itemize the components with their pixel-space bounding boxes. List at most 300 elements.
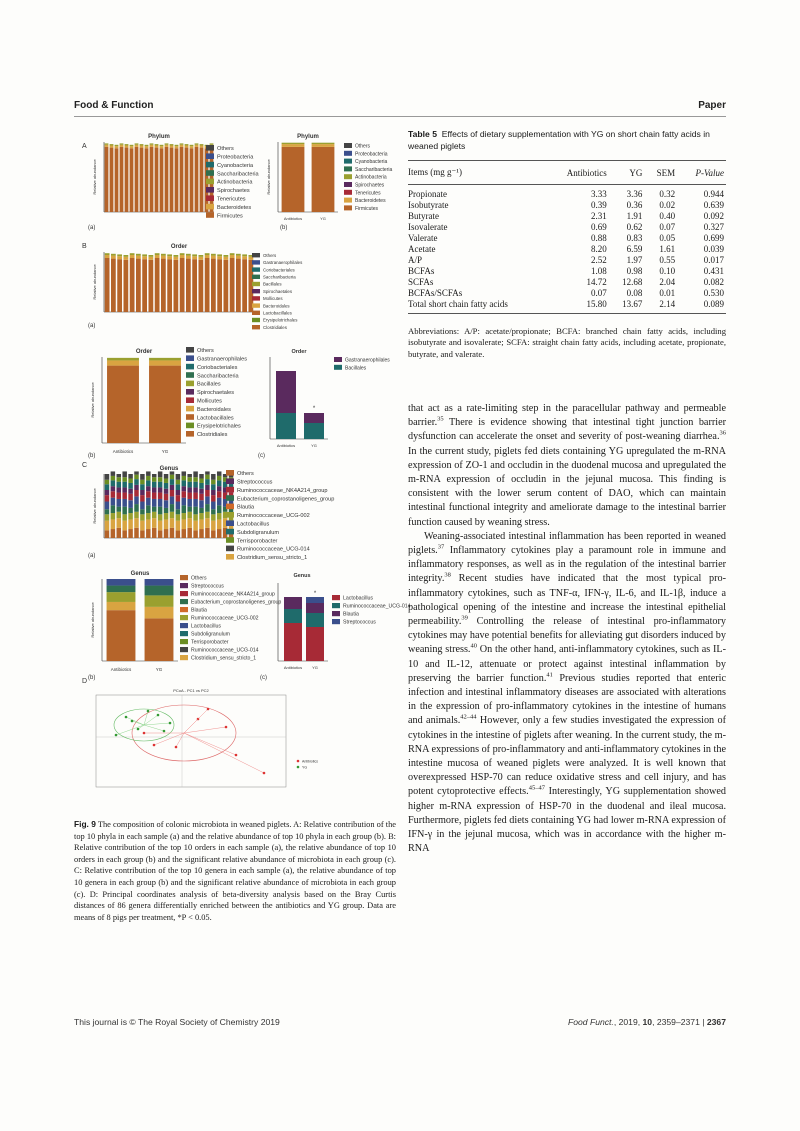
bar-segment: [130, 145, 134, 146]
legend-swatch: [332, 595, 340, 600]
bar-segment: [149, 260, 154, 312]
cell-value: 3.33: [591, 189, 607, 199]
bar-segment: [160, 146, 164, 148]
bar-segment: [164, 529, 168, 538]
legend-label: Ruminococcaceae_UCG-002: [237, 513, 310, 520]
bar-segment: [140, 490, 144, 495]
cell-value: 0.08: [626, 288, 643, 298]
bar-segment: [312, 143, 335, 144]
centroid-link: [116, 725, 144, 735]
cell-value: 0.07: [659, 222, 676, 232]
bar-segment: [199, 513, 203, 519]
bar-segment: [107, 602, 136, 610]
bar-segment: [211, 495, 215, 501]
bar-segment: [282, 143, 305, 144]
bar-segment: [124, 257, 129, 260]
cell-value: 1.61: [659, 244, 676, 254]
bar-segment: [117, 474, 121, 477]
bar-segment: [193, 471, 197, 477]
bar-segment: [182, 491, 186, 497]
bar-segment: [158, 499, 162, 507]
bar-segment: [199, 508, 203, 513]
legend-swatch: [206, 195, 214, 201]
bar-segment: [187, 518, 191, 528]
bar-segment: [284, 609, 302, 623]
bar-segment: [170, 479, 174, 485]
bar-segment: [199, 519, 203, 529]
cell-value: 1.91: [626, 211, 643, 221]
bar-segment: [117, 259, 122, 312]
bar-segment: [211, 480, 215, 484]
bar-segment: [145, 145, 149, 146]
bar-segment: [170, 490, 174, 496]
bar-segment: [205, 475, 209, 479]
genus-group-chart: [88, 565, 188, 677]
table-row: [408, 255, 726, 266]
bar-segment: [165, 147, 169, 212]
bar-segment: [186, 256, 191, 259]
bar-segment: [161, 259, 166, 312]
row-label: BCFAs/SCFAs: [408, 288, 463, 298]
chart-title: Phylum: [148, 134, 170, 140]
bar-segment: [217, 471, 221, 475]
cell-value: 0.55: [659, 255, 676, 265]
legend-label: Cyanobacteria: [355, 159, 388, 166]
bar-segment: [164, 489, 168, 494]
bar-segment: [199, 483, 203, 489]
figure-9: [74, 125, 411, 815]
bar-segment: [117, 512, 121, 518]
bar-segment: [276, 413, 296, 439]
bar-segment: [145, 148, 149, 212]
table-row: [408, 288, 726, 299]
bar-segment: [217, 529, 221, 538]
bar-segment: [217, 498, 221, 506]
centroid-link: [184, 733, 264, 773]
bar-segment: [182, 505, 186, 513]
journal-header: Food & Function: [74, 100, 154, 111]
bar-segment: [120, 143, 124, 144]
bar-segment: [158, 521, 162, 531]
bar-segment: [134, 518, 138, 528]
cell-value: 0.36: [626, 200, 643, 210]
cell-value: 0.431: [703, 266, 724, 276]
row-label: SCFAs: [408, 277, 434, 287]
bar-segment: [211, 521, 215, 531]
bar-segment: [122, 521, 126, 531]
y-axis-label: Relative abundance: [90, 602, 95, 638]
bar-segment: [134, 512, 138, 518]
bar-segment: [128, 494, 132, 500]
bar-segment: [107, 579, 136, 586]
legend-label: Saccharibacteria: [263, 274, 296, 280]
cell-value: 12.68: [622, 277, 643, 287]
centroid-link: [132, 721, 144, 725]
x-tick-label: Antibiotics: [110, 667, 132, 672]
bar-segment: [165, 143, 169, 144]
bar-segment: [170, 144, 174, 145]
sub-label-c-b: (c): [258, 453, 265, 459]
bar-segment: [117, 493, 121, 499]
legend-swatch: [297, 766, 300, 769]
centroid-link: [184, 733, 236, 755]
bar-segment: [193, 487, 197, 492]
legend-label: Firmicutes: [217, 213, 243, 220]
bar-segment: [152, 474, 156, 477]
bar-segment: [115, 148, 119, 212]
bar-segment: [158, 507, 162, 515]
table-row: [408, 222, 726, 233]
bar-segment: [111, 529, 115, 538]
bar-segment: [193, 507, 197, 515]
bar-segment: [200, 144, 204, 145]
legend-swatch: [334, 365, 342, 370]
bar-segment: [128, 474, 132, 478]
x-tick-label: Antibiotics: [283, 665, 303, 670]
bar-segment: [128, 483, 132, 489]
legend-label: Saccharibacteria: [217, 171, 259, 178]
legend-label: Gastranaerophilales: [263, 260, 303, 266]
bar-segment: [155, 144, 159, 145]
bar-segment: [128, 500, 132, 508]
bar-segment: [140, 502, 144, 510]
bar-segment: [107, 358, 139, 361]
bar-segment: [200, 148, 204, 212]
bar-segment: [176, 495, 180, 501]
centroid-link: [144, 711, 148, 725]
bar-segment: [130, 255, 135, 258]
panel-letter-a: A: [82, 143, 87, 150]
bar-segment: [142, 259, 147, 312]
cell-value: 0.88: [591, 233, 607, 243]
cell-value: 0.530: [703, 288, 724, 298]
legend-label: Others: [191, 575, 207, 582]
bar-segment: [146, 486, 150, 491]
bar-segment: [205, 253, 210, 255]
bar-segment: [122, 477, 126, 481]
legend-swatch: [206, 187, 214, 193]
bar-segment: [176, 480, 180, 484]
legend-swatch: [344, 151, 352, 156]
legend-swatch: [180, 583, 188, 588]
legend-swatch: [186, 347, 194, 353]
bar-segment: [187, 512, 191, 518]
legend-swatch: [186, 355, 194, 361]
legend-swatch: [226, 537, 234, 543]
bar-segment: [146, 471, 150, 475]
legend-label: Lactobacillus: [343, 595, 373, 602]
bar-segment: [145, 607, 174, 618]
bar-segment: [199, 255, 204, 257]
bar-segment: [182, 513, 186, 519]
bar-segment: [105, 495, 109, 501]
legend-label: Clostridiales: [197, 432, 228, 439]
bar-segment: [200, 146, 204, 148]
bar-segment: [140, 146, 144, 148]
cell-value: 2.52: [591, 255, 607, 265]
bar-segment: [145, 595, 174, 606]
legend-label: Actinobacteria: [217, 179, 253, 186]
bar-segment: [117, 254, 122, 256]
table-abbreviations: Abbreviations: A/P: acetate/propionate; BCFA: branched chain fatty acids, including isobutyrate and isovalerate; SCFA: straight chain fatty acids, including acetate, propionate, butyrate, and valerate.: [408, 326, 726, 359]
bar-segment: [128, 508, 132, 513]
row-label: A/P: [408, 255, 423, 265]
bar-segment: [122, 482, 126, 488]
cell-value: 0.10: [659, 266, 676, 276]
bar-segment: [117, 482, 121, 488]
legend-swatch: [344, 166, 352, 171]
bar-segment: [158, 530, 162, 538]
bar-segment: [134, 496, 138, 504]
cell-value: 0.092: [703, 211, 724, 221]
paragraph-2: Weaning-associated intestinal inflammation has been reported in weaned piglets.$^{37}$ Inflammatory cytokines play a paramount role in immune and inflammatory responses, as well as in the regulation of the intestinal barrier integrity.$^{38}$ Recent studies have indicated that the most typical pro-inflammatory cytokines, such as TNF-α, IFN-γ, IL-6, and IL-1β, induce a pathological opening of the intestine and increase the intestinal epithelial permeability.$^{39}$ Controlling the release of intestinal pro-inflammatory cytokines may have potential benefits for alleviating gut disorders induced by weaning stress.$^{40}$ On the other hand, anti-inflammatory cytokines, such as IL-10 and IL-12, attenuate or protect against intestinal inflammation by preserving the barrier function.$^{41}$ Previous studies reported that enteric infection and intestinal inflammatory diseases are associated with alterations in the expression of pro-inflammatory cytokines in the intestine of humans and animals.$^{42-44}$ However, only a few studies investigated the expression of cytokines in the intestine of piglets after weaning. In the current study, the m-RNA expressions of pro-inflammatory and anti-inflammatory cytokines in the intestine mucosa of weaned piglets were analyzed. It is well known that overexpressed HSP-70 can reduce oxidative stress and cell injury, and has potent cytoprotective effects.$^{45-47}$ Interestingly, YG supplementation showed higher m-RNA expression of HSP-70 in the duodenal and ileal mucosa. Furthermore, piglets fed diets containing YG had lower m-RNA expression of IFN-γ in the jejunal mucosa, which was in accordance with the higher m-RNA: [408, 530, 727, 855]
legend-swatch: [180, 575, 188, 580]
sample-point: [175, 746, 178, 749]
legend-label: Cyanobacteria: [217, 162, 254, 169]
table-row: [408, 277, 726, 288]
legend-swatch: [180, 599, 188, 604]
bar-segment: [199, 260, 204, 312]
bar-segment: [117, 507, 121, 512]
legend-swatch: [226, 504, 234, 510]
legend-swatch: [252, 253, 260, 257]
bar-segment: [187, 493, 191, 499]
bar-segment: [180, 147, 184, 212]
bar-segment: [117, 518, 121, 528]
bar-segment: [276, 371, 296, 413]
legend-swatch: [206, 179, 214, 185]
legend-swatch: [334, 357, 342, 362]
order-sample-chart: [90, 240, 265, 328]
paragraph-1: that act as a rate-limiting step in the paracellular pathway and permeable barrier.$^{35}$ There is evidence showing that intestinal tight junction barrier dysfunction can accelerate the onset and severity of post-weaning diarrhea.$^{36}$ In the current study, piglets fed diets containing YG upregulated the m-RNA expression of ZO-1 and occludin in the duodenal mucosa and upregulated the m-RNA expression of occludin in the jejunal mucosa. This finding is consistent with the lower serum content of DAO, which can maintain intestinal functional integrity and ameliorate damage to the intestinal barrier function caused by weaning stress.: [408, 403, 726, 528]
bar-segment: [105, 147, 109, 212]
cell-value: 1.97: [626, 255, 643, 265]
bar-segment: [211, 502, 215, 510]
bar-segment: [182, 498, 186, 506]
legend-label: Tenericutes: [217, 196, 246, 203]
bar-segment: [190, 146, 194, 148]
bar-segment: [140, 521, 144, 531]
bar-segment: [128, 519, 132, 529]
legend-swatch: [180, 647, 188, 652]
legend-label: Others: [237, 471, 254, 478]
legend-swatch: [344, 198, 352, 203]
bar-segment: [155, 146, 159, 148]
legend-label: Saccharibacteria: [355, 166, 393, 173]
legend-label: Spirochaetes: [355, 182, 385, 189]
bar-segment: [146, 491, 150, 497]
bar-segment: [199, 529, 203, 538]
legend-label: Actinobacteria: [355, 174, 387, 181]
order-group-chart: [88, 343, 198, 458]
bar-segment: [304, 413, 324, 423]
figure-caption-label: Fig. 9: [74, 819, 96, 829]
sample-point: [125, 716, 128, 719]
bar-segment: [107, 366, 139, 443]
order-legend-a: [252, 252, 352, 330]
cell-value: 6.59: [626, 244, 643, 254]
col-header-yg: YG: [609, 161, 645, 185]
bar-segment: [217, 259, 222, 312]
legend-swatch: [332, 611, 340, 616]
legend-label: Bacillales: [263, 281, 282, 287]
bar-segment: [146, 513, 150, 519]
significance-mark: *: [312, 406, 316, 412]
legend-swatch: [206, 153, 214, 159]
legend-label: Ruminococcaceae_NK4A214_group: [191, 591, 275, 598]
chart-title: Genus: [159, 466, 179, 472]
bar-segment: [217, 505, 221, 513]
bar-segment: [158, 482, 162, 488]
chart-title: Order: [170, 244, 188, 250]
bar-segment: [176, 514, 180, 520]
legend-swatch: [344, 205, 352, 210]
sample-point: [163, 730, 166, 733]
cell-value: 0.089: [677, 299, 726, 314]
bar-segment: [135, 143, 139, 144]
bar-segment: [187, 487, 191, 492]
sample-point: [235, 754, 238, 757]
bar-segment: [135, 147, 139, 212]
bar-segment: [142, 254, 147, 256]
chart-title: Genus: [293, 573, 311, 579]
sub-label-b: (b): [280, 225, 288, 231]
chart-title: Phylum: [297, 134, 319, 140]
bar-segment: [135, 145, 139, 147]
row-label: Total short chain fatty acids: [408, 299, 542, 314]
bar-segment: [158, 471, 162, 477]
bar-segment: [217, 486, 221, 491]
bar-segment: [111, 498, 115, 506]
bar-segment: [312, 147, 335, 212]
legend-swatch: [252, 303, 260, 307]
legend-label: Bacteroidales: [263, 303, 290, 309]
bar-segment: [105, 490, 109, 495]
order-legend-b: [186, 347, 256, 437]
bar-segment: [217, 256, 222, 259]
bar-segment: [125, 146, 129, 148]
cell-value: 15.80: [542, 299, 609, 314]
bar-segment: [176, 521, 180, 531]
bar-segment: [217, 254, 222, 256]
y-axis-label: Relative abundance: [90, 382, 95, 418]
bar-segment: [124, 260, 129, 312]
cell-value: 1.08: [591, 266, 607, 276]
col-header-antibiotics: Antibiotics: [542, 161, 609, 185]
bar-segment: [205, 496, 209, 504]
bar-segment: [152, 528, 156, 538]
legend-swatch: [226, 512, 234, 518]
genus-sample-chart: [90, 460, 245, 560]
bar-segment: [111, 505, 115, 513]
legend-swatch: [252, 296, 260, 300]
legend-label: Eubacterium_coprostanoligenes_group: [237, 496, 335, 503]
sample-point: [143, 732, 146, 735]
bar-segment: [152, 477, 156, 481]
table-row: [408, 211, 726, 222]
x-tick-label: Antibiotics: [276, 443, 296, 448]
chart-title: Order: [291, 349, 307, 355]
bar-segment: [176, 490, 180, 495]
bar-segment: [155, 148, 159, 212]
bar-segment: [122, 530, 126, 538]
bar-segment: [175, 145, 179, 146]
legend-label: Firmicutes: [355, 205, 379, 212]
bar-segment: [158, 487, 162, 492]
bar-segment: [130, 148, 134, 212]
cell-value: 2.04: [659, 277, 676, 287]
bar-segment: [146, 476, 150, 480]
bar-segment: [306, 613, 324, 627]
bar-segment: [134, 485, 138, 490]
bar-segment: [115, 145, 119, 146]
legend-label: Lactobacillus: [237, 521, 270, 528]
bar-segment: [142, 256, 147, 259]
legend-label: Coriobacteriales: [263, 267, 295, 273]
cell-value: 14.72: [586, 277, 607, 287]
legend-label: Subdoligranulum: [237, 529, 279, 536]
legend-label: Gastranaerophilales: [197, 356, 248, 363]
bar-segment: [205, 504, 209, 512]
legend-swatch: [252, 282, 260, 286]
legend-label: Bacteroidetes: [355, 198, 386, 205]
bar-segment: [192, 256, 197, 259]
legend-swatch: [180, 607, 188, 612]
legend-label: Ruminococcaceae_UCG-014: [343, 603, 411, 610]
bar-segment: [150, 147, 154, 212]
bar-segment: [217, 519, 221, 529]
bar-segment: [111, 259, 116, 312]
legend-label: Others: [197, 348, 214, 355]
cell-value: 0.082: [703, 277, 724, 287]
bar-segment: [111, 476, 115, 480]
bar-segment: [284, 623, 302, 661]
legend-swatch: [180, 639, 188, 644]
panel-letter-d: D: [82, 678, 88, 685]
x-tick-label: Antibiotics: [112, 449, 134, 454]
bar-segment: [105, 255, 110, 258]
bar-segment: [152, 482, 156, 488]
bar-segment: [152, 512, 156, 518]
bar-segment: [195, 143, 199, 144]
bar-segment: [205, 512, 209, 518]
bar-segment: [149, 358, 181, 361]
cell-value: 0.017: [703, 255, 724, 265]
legend-label: Clostridium_sensu_stricto_1: [191, 655, 257, 662]
bar-segment: [306, 597, 324, 603]
bar-segment: [170, 485, 174, 490]
bar-segment: [211, 530, 215, 538]
bar-segment: [136, 254, 141, 256]
sample-point: [263, 772, 266, 775]
y-axis-label: Relative abundance: [92, 159, 97, 195]
footer-copyright: This journal is © The Royal Society of Chemistry 2019: [74, 1017, 280, 1027]
bar-segment: [182, 480, 186, 486]
bar-segment: [187, 507, 191, 512]
bar-segment: [146, 480, 150, 486]
bar-segment: [130, 258, 135, 312]
plot-frame: [96, 695, 286, 787]
bar-segment: [211, 254, 216, 256]
centroid-link: [176, 733, 184, 747]
bar-segment: [182, 529, 186, 538]
legend-swatch: [180, 631, 188, 636]
chart-title: Genus: [130, 571, 150, 577]
bar-segment: [211, 509, 215, 514]
order-legend-c: [334, 357, 396, 377]
bar-segment: [195, 145, 199, 147]
bar-segment: [149, 360, 181, 365]
